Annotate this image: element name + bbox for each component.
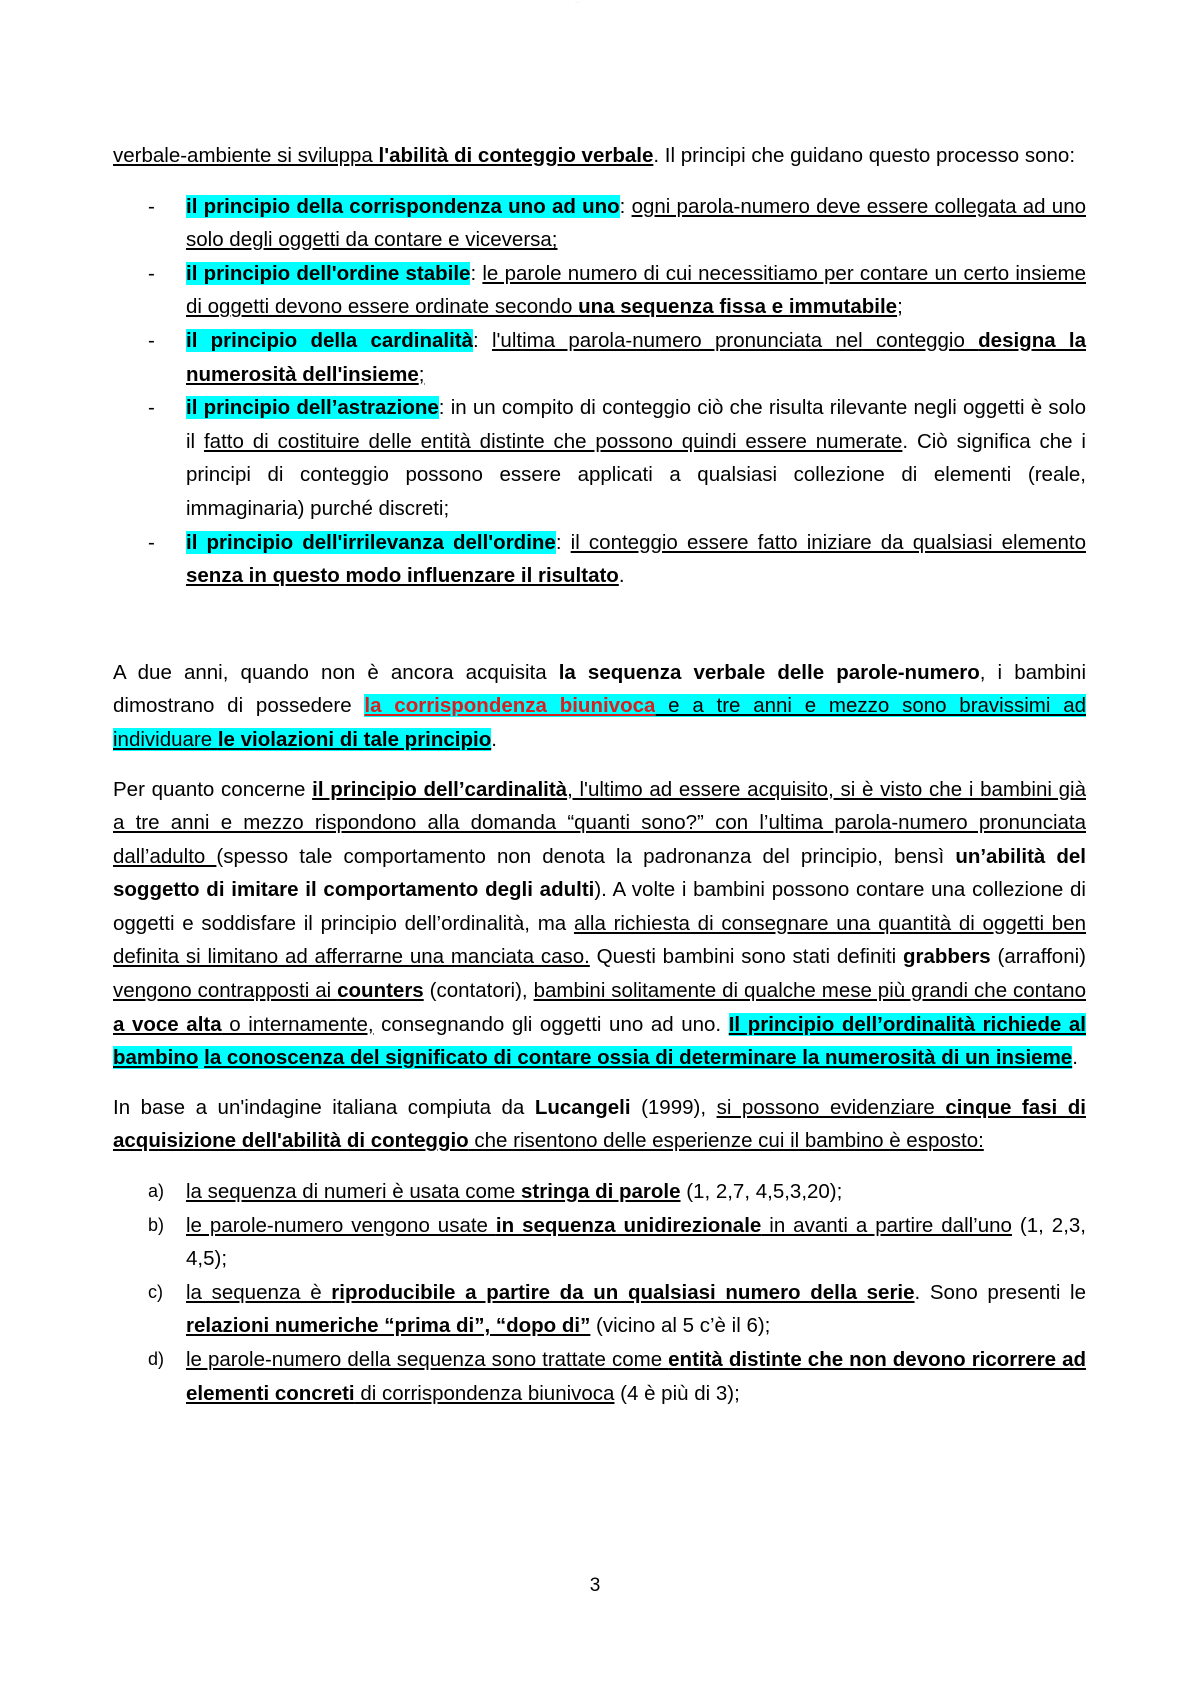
two-years-paragraph: A due anni, quando non è ancora acquisita la sequenza verbale delle parole-numero, i bambini dimostrano di possedere la corrispondenza biunivoca e a tre anni e mezzo sono bravissimi ad individuare le violazioni di tale principio. [113, 660, 1087, 751]
phases-list [113, 1175, 1086, 1410]
page-number: 3 [589, 1575, 601, 1596]
header-mark: ····· [575, 0, 580, 4]
phase-item: a) la sequenza di numeri è usata come stringa di parole (1, 2,7, 4,5,3,20); [148, 1180, 843, 1204]
principle-item: - il principio della corrispondenza uno ad uno: ogni parola-numero deve essere collegata ad uno solo degli oggetti da contare e viceversa; [113, 190, 1086, 257]
phase-item: b) le parole-numero vengono usate in sequenza unidirezionale in avanti a partire dall’uno (1, 2,3, 4,5); [148, 1213, 1086, 1271]
principle-item: - il principio dell’astrazione: in un compito di conteggio ciò che risulta rilevante negli oggetti è solo il fatto di costituire delle entità distinte che possono quindi essere numerate. Ciò significa che i principi di conteggio possono essere applicati a qualsiasi collezione di elementi (reale, immaginaria) purché discreti; [113, 391, 1086, 525]
principle-item: - il principio della cardinalità: l'ultima parola-numero pronunciata nel conteggio designa la numerosità dell'insieme; [113, 324, 1086, 391]
page-body [113, 139, 1086, 1410]
principle-item: - il principio dell'irrilevanza dell'ordine: il conteggio essere fatto iniziare da qualsiasi elemento senza in questo modo influenzare il risultato. [113, 526, 1086, 593]
intro-paragraph: verbale-ambiente si sviluppa l'abilità di conteggio verbale. Il principi che guidano questo processo sono: [113, 144, 1076, 167]
principles-list [113, 190, 1086, 593]
phase-item: d) le parole-numero della sequenza sono trattate come entità distinte che non devono ricorrere ad elementi concreti di corrispondenza biunivoca (4 è più di 3); [148, 1348, 1086, 1405]
principle-item: - il principio dell'ordine stabile: le parole numero di cui necessitiamo per contare un certo insieme di oggetti devono essere ordinate secondo una sequenza fissa e immutabile; [113, 257, 1086, 324]
phase-item: c) la sequenza è riproducibile a partire da un qualsiasi numero della serie. Sono presenti le relazioni numeriche “prima di”, “dopo di” (vicino al 5 c’è il 6); [148, 1280, 1086, 1338]
lucangeli-paragraph: In base a un'indagine italiana compiuta da Lucangeli (1999), si possono evidenziare cinque fasi di acquisizione dell'abilità di conteggio che risentono delle esperienze cui il bambino è esposto: [113, 1095, 1086, 1153]
cardinality-paragraph: Per quanto concerne il principio dell’cardinalità, l'ultimo ad essere acquisito, si è visto che i bambini già a tre anni e mezzo rispondono alla domanda “quanti sono?” con l’ultima parola-numero pronunciata dall’adulto (spesso tale comportamento non denota la padronanza del principio, bensì un’abilità del soggetto di imitare il comportamento degli adulti). A volte i bambini possono contare una collezione di oggetti e soddisfare il principio dell’ordinalità, ma alla richiesta di consegnare una quantità di oggetti ben definita si limitano ad afferrarne una manciata caso. Questi bambini sono stati definiti grabbers (arraffoni) vengono contrapposti ai counters (contatori), bambini solitamente di qualche mese più grandi che contano a voce alta o internamente, consegnando gli oggetti uno ad uno. Il principio dell’ordinalità richiede al bambino la conoscenza del significato di contare ossia di determinare la numerosità di un insieme. [113, 777, 1087, 1070]
